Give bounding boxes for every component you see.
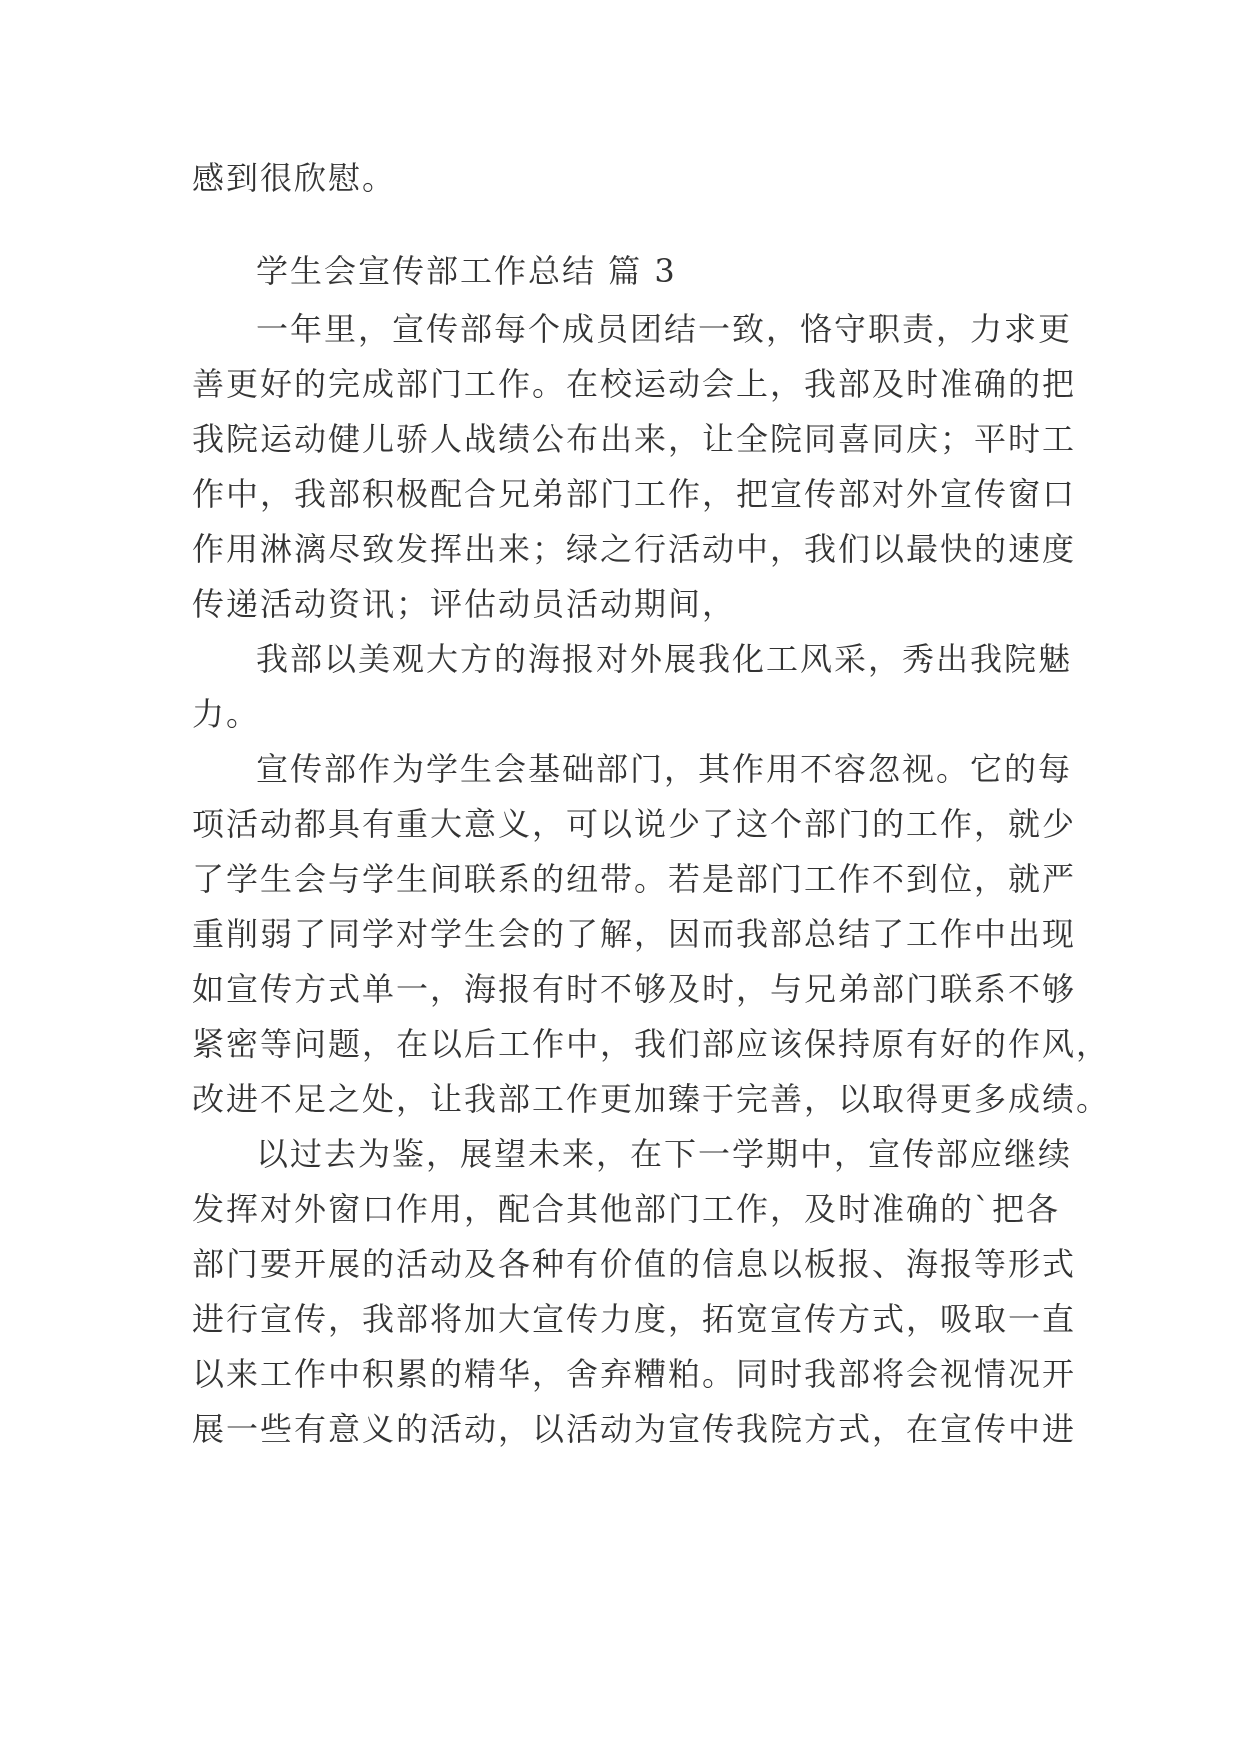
paragraph-3-line-1: 宣传部作为学生会基础部门，其作用不容忽视。它的每 xyxy=(256,750,1073,788)
paragraph-3-line-2: 项活动都具有重大意义，可以说少了这个部门的工作，就少 xyxy=(192,805,1077,843)
paragraph-2-line-2: 力。 xyxy=(192,695,261,733)
paragraph-4-line-1: 以过去为鉴，展望未来，在下一学期中，宣传部应继续 xyxy=(256,1135,1073,1173)
paragraph-1-line-3: 我院运动健儿骄人战绩公布出来，让全院同喜同庆；平时工 xyxy=(192,420,1077,458)
paragraph-2-line-1: 我部以美观大方的海报对外展我化工风采，秀出我院魅 xyxy=(256,640,1073,678)
paragraph-3-line-3: 了学生会与学生间联系的纽带。若是部门工作不到位，就严 xyxy=(192,860,1077,898)
closing-line: 感到很欣慰。 xyxy=(192,159,397,197)
paragraph-4-line-3: 部门要开展的活动及各种有价值的信息以板报、海报等形式 xyxy=(192,1245,1077,1283)
paragraph-1-line-5: 作用淋漓尽致发挥出来；绿之行活动中，我们以最快的速度 xyxy=(192,530,1077,568)
paragraph-1-line-2: 善更好的完成部门工作。在校运动会上，我部及时准确的把 xyxy=(192,365,1077,403)
paragraph-4-line-4: 进行宣传，我部将加大宣传力度，拓宽宣传方式，吸取一直 xyxy=(192,1300,1077,1338)
paragraph-4-line-6: 展一些有意义的活动，以活动为宣传我院方式，在宣传中进 xyxy=(192,1410,1077,1448)
paragraph-3-line-4: 重削弱了同学对学生会的了解，因而我部总结了工作中出现 xyxy=(192,915,1077,953)
paragraph-3-line-5: 如宣传方式单一，海报有时不够及时，与兄弟部门联系不够 xyxy=(192,970,1077,1008)
paragraph-1-line-1: 一年里，宣传部每个成员团结一致，恪守职责，力求更 xyxy=(256,310,1073,348)
paragraph-3-line-7: 改进不足之处，让我部工作更加臻于完善，以取得更多成绩。 xyxy=(192,1080,1111,1118)
paragraph-1-line-4: 作中，我部积极配合兄弟部门工作，把宣传部对外宣传窗口 xyxy=(192,475,1077,513)
paragraph-1-line-6: 传递活动资讯；评估动员活动期间， xyxy=(192,585,737,623)
paragraph-3-line-6: 紧密等问题，在以后工作中，我们部应该保持原有好的作风， xyxy=(192,1025,1111,1063)
paragraph-4-line-2: 发挥对外窗口作用，配合其他部门工作，及时准确的`把各 xyxy=(192,1190,1061,1228)
paragraph-4-line-5: 以来工作中积累的精华，舍弃糟粕。同时我部将会视情况开 xyxy=(192,1355,1077,1393)
section-title: 学生会宣传部工作总结 篇 3 xyxy=(256,252,677,290)
